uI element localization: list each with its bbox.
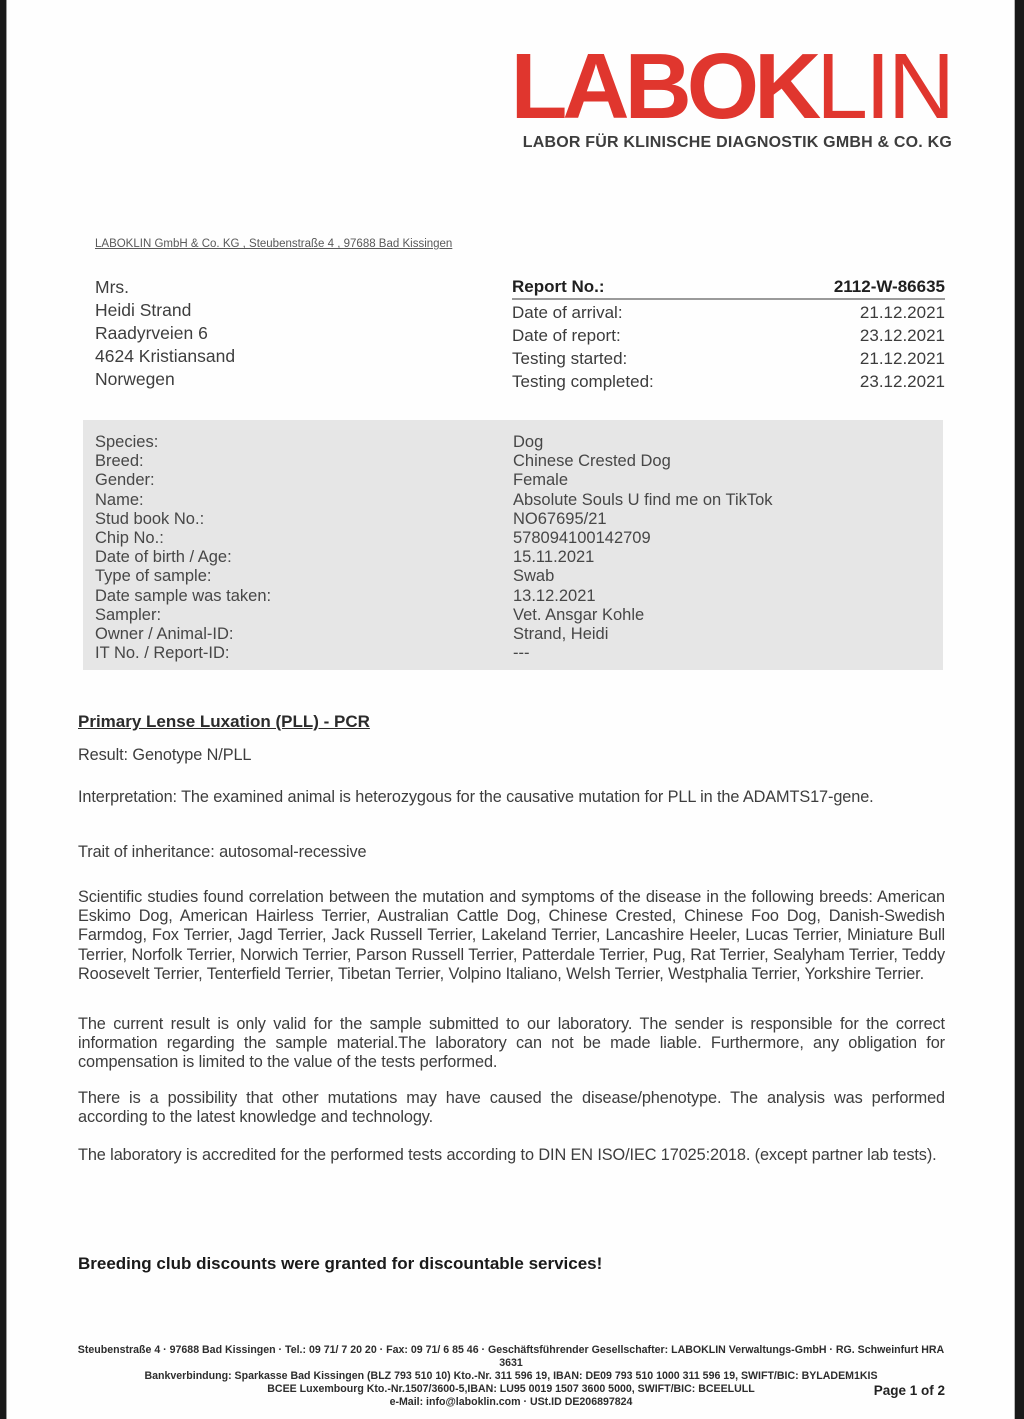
sample-info-row xyxy=(95,606,943,625)
left-black-bar xyxy=(0,0,7,1419)
recipient-address-line: Heidi Strand xyxy=(95,300,192,320)
page-indicator: Page 1 of 2 xyxy=(873,1383,945,1398)
sample-info-label: Breed: xyxy=(95,452,144,471)
sample-info-row xyxy=(95,587,943,606)
recipient-address-block xyxy=(95,276,235,391)
sample-info-value: Swab xyxy=(513,567,555,586)
sender-address-line: LABOKLIN GmbH & Co. KG , Steubenstraße 4 , 97688 Bad Kissingen xyxy=(95,238,453,250)
sample-info-value: Dog xyxy=(513,433,544,451)
validity-disclaimer-paragraph: The current result is only valid for the sample submitted to our laboratory. The sender is responsible for the correct information regarding the sample material.The laboratory can not be made liable. Furthermore, any obligation for compensation is limited to the value of the tests performed. xyxy=(78,1015,945,1072)
report-info-row xyxy=(512,347,945,370)
sample-info-row xyxy=(95,529,943,548)
report-info-row xyxy=(512,370,945,393)
sample-info-value: Female xyxy=(513,471,569,490)
footer-company-info xyxy=(75,1344,947,1409)
report-info-value: 21.12.2021 xyxy=(859,303,945,322)
sample-info-box xyxy=(83,420,943,670)
sample-info-label: Date sample was taken: xyxy=(95,586,272,605)
report-info-block xyxy=(512,276,945,393)
footer-line: Steubenstraße 4 · 97688 Bad Kissingen · Tel.: 09 71/ 7 20 20 · Fax: 09 71/ 6 85 46 · Geschäftsführender Gesellschafter: LABOKLIN Verwaltungs-GmbH · RG. Schweinfurt HRA 3631 xyxy=(77,1344,945,1369)
footer-line: Bankverbindung: Sparkasse Bad Kissingen (BLZ 793 510 10) Kto.-Nr. 311 596 19, IBAN: DE09 793 510 1000 311 596 19, SWIFT/BIC: BYLADEM1KIS xyxy=(144,1370,878,1382)
report-info-row xyxy=(512,301,945,324)
report-info-label: Date of arrival: xyxy=(512,303,623,322)
sample-info-label: Owner / Animal-ID: xyxy=(95,625,234,644)
recipient-address-line: Norwegen xyxy=(95,369,175,389)
sample-info-value: Vet. Ansgar Kohle xyxy=(513,605,645,624)
sample-info-value: NO67695/21 xyxy=(513,509,607,528)
report-info-label: Testing completed: xyxy=(512,372,654,391)
sample-info-label: Species: xyxy=(95,433,159,451)
footer-line: e-Mail: info@laboklin.com · USt.ID DE206897824 xyxy=(389,1396,633,1408)
report-info-row xyxy=(512,324,945,347)
sample-info-row xyxy=(95,567,943,586)
sample-info-label: Stud book No.: xyxy=(95,509,205,528)
recipient-address-line: Raadyrveien 6 xyxy=(95,323,208,343)
accreditation-paragraph: The laboratory is accredited for the performed tests according to DIN EN ISO/IEC 17025:2018. (except partner lab tests). xyxy=(78,1146,937,1164)
sample-info-label: Chip No.: xyxy=(95,529,164,548)
breeds-paragraph: Scientific studies found correlation between the mutation and symptoms of the disease in the following breeds: American Eskimo Dog, American Hairless Terrier, Australian Cattle Dog, Chinese Crested, Chinese Foo Dog, Danish-Swedish Farmdog, Fox Terrier, Jagd Terrier, Jack Russell Terrier, Lakeland Terrier, Lancashire Heeler, Lucas Terrier, Miniature Bull Terrier, Norfolk Terrier, Norwich Terrier, Parson Russell Terrier, Patterdale Terrier, Pug, Rat Terrier, Sealyham Terrier, Teddy Roosevelt Terrier, Tenterfield Terrier, Tibetan Terrier, Volpino Italiano, Welsh Terrier, Westphalia Terrier, Yorkshire Terrier. xyxy=(78,888,945,983)
report-info-rows xyxy=(512,301,945,393)
sample-info-value: 578094100142709 xyxy=(513,529,651,548)
sample-info-row xyxy=(95,491,943,510)
sample-info-value: --- xyxy=(513,644,530,663)
sample-info-label: Gender: xyxy=(95,471,155,490)
sample-info-row xyxy=(95,510,943,529)
report-number-row xyxy=(512,276,945,300)
recipient-address-line: 4624 Kristiansand xyxy=(95,346,236,366)
sample-info-row xyxy=(95,433,943,452)
report-info-value: 23.12.2021 xyxy=(859,372,945,391)
report-info-label: Date of report: xyxy=(512,326,621,345)
sample-info-label: IT No. / Report-ID: xyxy=(95,644,230,663)
inheritance-line: Trait of inheritance: autosomal-recessive xyxy=(78,843,367,861)
sample-info-value: 15.11.2021 xyxy=(513,548,595,567)
sample-info-value: Strand, Heidi xyxy=(513,625,609,644)
laboklin-logo xyxy=(510,34,952,152)
sample-info-value: Chinese Crested Dog xyxy=(513,452,671,471)
report-number-value: 2112-W-86635 xyxy=(833,277,945,296)
sample-info-label: Type of sample: xyxy=(95,567,212,586)
logo-tagline: LABOR FÜR KLINISCHE DIAGNOSTIK GMBH & CO. KG xyxy=(522,133,952,151)
sample-info-label: Name: xyxy=(95,490,144,509)
laboklin-logo-wordmark xyxy=(510,34,952,138)
report-info-value: 23.12.2021 xyxy=(859,326,945,345)
discount-note: Breeding club discounts were granted for discountable services! xyxy=(78,1254,603,1273)
interpretation-paragraph: Interpretation: The examined animal is heterozygous for the causative mutation for PLL in the ADAMTS17-gene. xyxy=(78,788,874,806)
sample-info-value: 13.12.2021 xyxy=(513,586,596,605)
report-number-label: Report No.: xyxy=(512,277,605,296)
sample-info-row xyxy=(95,548,943,567)
sample-info-row xyxy=(95,452,943,471)
mutation-disclaimer-paragraph: There is a possibility that other mutations may have caused the disease/phenotype. The analysis was performed according to the latest knowledge and technology. xyxy=(78,1089,945,1127)
report-info-label: Testing started: xyxy=(512,349,628,368)
test-result-line: Result: Genotype N/PLL xyxy=(78,746,252,764)
sample-info-row xyxy=(95,644,943,663)
right-black-bar xyxy=(1014,0,1024,1419)
sample-info-row xyxy=(95,625,943,644)
sample-info-label: Date of birth / Age: xyxy=(95,548,232,567)
logo-text-thin: LIN xyxy=(816,34,952,138)
logo-text-bold: LABOK xyxy=(510,34,817,138)
sample-info-label: Sampler: xyxy=(95,605,162,624)
sample-info-row xyxy=(95,471,943,490)
sample-info-value: Absolute Souls U find me on TikTok xyxy=(513,490,773,509)
recipient-address-line: Mrs. xyxy=(95,277,130,297)
footer-line: BCEE Luxembourg Kto.-Nr.1507/3600-5,IBAN: LU95 0019 1507 3600 5000, SWIFT/BIC: BCEELULL xyxy=(267,1383,755,1395)
test-section-title: Primary Lense Luxation (PLL) - PCR xyxy=(78,712,370,731)
report-info-value: 21.12.2021 xyxy=(859,349,945,368)
